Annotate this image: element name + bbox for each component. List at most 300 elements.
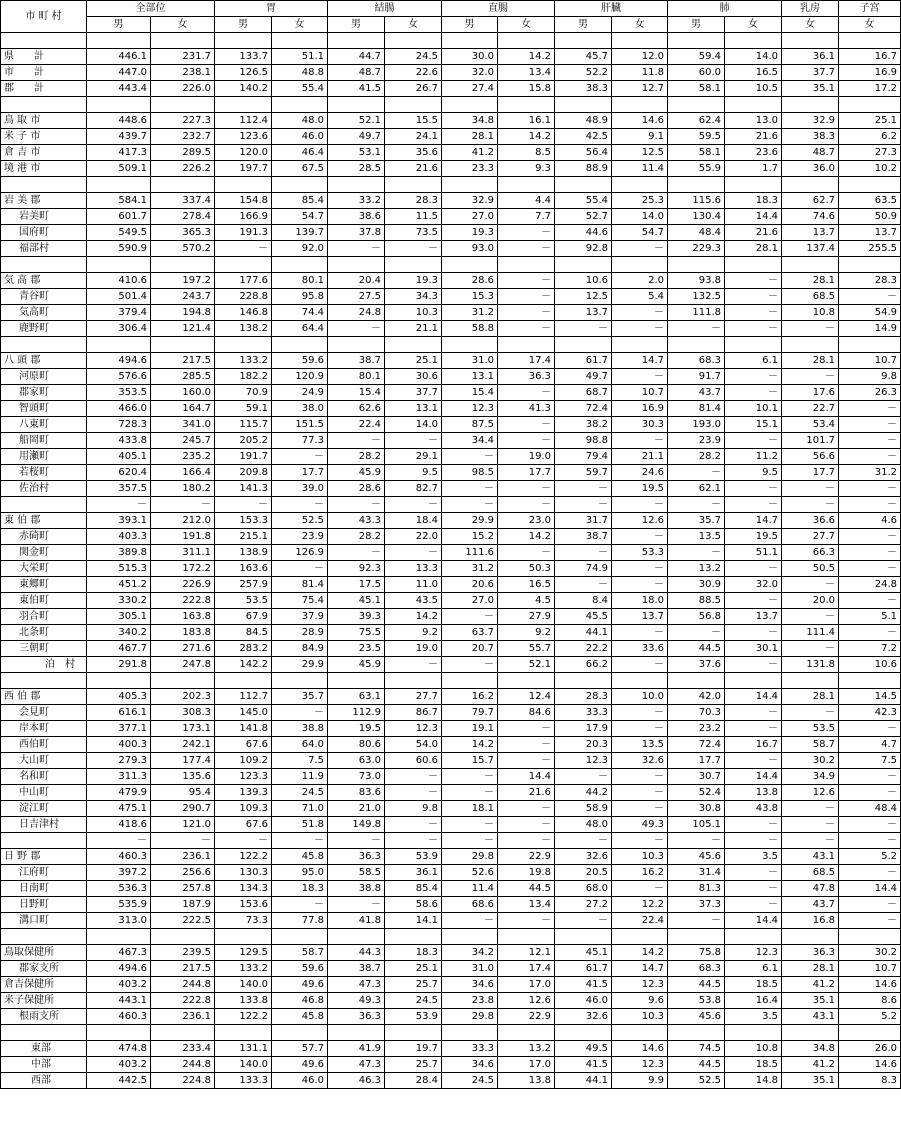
rate-cell: 115.7	[215, 417, 272, 433]
rate-cell: 52.1	[328, 113, 385, 129]
empty-cell	[215, 33, 272, 49]
empty-cell	[725, 929, 782, 945]
empty-cell	[725, 337, 782, 353]
empty-cell	[555, 1025, 612, 1041]
rate-cell: －	[328, 433, 385, 449]
header-row-sex	[1, 17, 901, 33]
rate-cell: 30.2	[839, 945, 901, 961]
rate-cell: －	[385, 545, 442, 561]
rate-cell: 180.2	[151, 481, 215, 497]
rate-cell: 18.5	[725, 1057, 782, 1073]
table-row	[1, 81, 901, 97]
rate-cell: 451.2	[87, 577, 151, 593]
rate-cell: －	[498, 545, 555, 561]
rate-cell: 9.9	[612, 1073, 668, 1089]
rate-cell: 46.0	[272, 129, 328, 145]
rate-cell: 38.7	[328, 353, 385, 369]
rate-cell: 46.0	[272, 1073, 328, 1089]
rate-cell: 101.7	[782, 433, 839, 449]
empty-cell	[385, 97, 442, 113]
rate-cell: 138.2	[215, 321, 272, 337]
rate-cell: 45.9	[328, 657, 385, 673]
rate-cell: 14.4	[725, 689, 782, 705]
rate-cell: 75.5	[328, 625, 385, 641]
table-row	[1, 161, 901, 177]
rate-cell: 191.3	[215, 225, 272, 241]
rate-cell: 10.7	[612, 385, 668, 401]
empty-cell	[385, 337, 442, 353]
rate-cell: 131.1	[215, 1041, 272, 1057]
rate-cell: －	[385, 833, 442, 849]
rate-cell: －	[725, 897, 782, 913]
sex-header: 女	[839, 17, 901, 33]
empty-cell	[725, 177, 782, 193]
municipality-name: 大栄町	[1, 561, 87, 577]
rate-cell: －	[612, 305, 668, 321]
rate-cell: 22.0	[385, 529, 442, 545]
rate-cell: 84.6	[498, 705, 555, 721]
empty-cell	[1, 97, 87, 113]
rate-cell: 33.3	[442, 1041, 498, 1057]
rate-cell: －	[725, 881, 782, 897]
rate-cell: 44.5	[668, 641, 725, 657]
rate-cell: 45.9	[328, 465, 385, 481]
table-row	[1, 993, 901, 1009]
empty-cell	[442, 257, 498, 273]
rate-cell: －	[612, 785, 668, 801]
rate-cell: 44.5	[668, 1057, 725, 1073]
rate-cell: 20.6	[442, 577, 498, 593]
rate-cell: 154.8	[215, 193, 272, 209]
rate-cell: 95.8	[272, 289, 328, 305]
rate-cell: 133.3	[215, 1073, 272, 1089]
rate-cell: 68.0	[555, 881, 612, 897]
rate-cell: －	[725, 433, 782, 449]
empty-cell	[87, 177, 151, 193]
rate-cell: －	[782, 833, 839, 849]
rate-cell: 243.7	[151, 289, 215, 305]
rate-cell: －	[498, 737, 555, 753]
municipality-name: 郡家支所	[1, 961, 87, 977]
rate-cell: 146.8	[215, 305, 272, 321]
rate-cell: 177.4	[151, 753, 215, 769]
rate-cell: 12.0	[612, 49, 668, 65]
rate-cell: 68.6	[442, 897, 498, 913]
rate-cell: 17.2	[839, 81, 901, 97]
rate-cell: －	[612, 369, 668, 385]
rate-cell: 12.7	[612, 81, 668, 97]
rate-cell: 14.7	[612, 353, 668, 369]
rate-cell: －	[498, 321, 555, 337]
municipality-name: 船岡町	[1, 433, 87, 449]
rate-cell: 400.3	[87, 737, 151, 753]
rate-cell: 25.1	[839, 113, 901, 129]
rate-cell: 18.3	[272, 881, 328, 897]
rate-cell: 8.6	[839, 993, 901, 1009]
rate-cell: 443.4	[87, 81, 151, 97]
municipality-name: 米子保健所	[1, 993, 87, 1009]
rate-cell: 222.5	[151, 913, 215, 929]
rate-cell: 80.1	[328, 369, 385, 385]
rate-cell: 17.5	[328, 577, 385, 593]
rate-cell: 17.4	[498, 961, 555, 977]
empty-cell	[385, 33, 442, 49]
rate-cell: 62.6	[328, 401, 385, 417]
rate-cell: 42.0	[668, 689, 725, 705]
rate-cell: 15.1	[725, 417, 782, 433]
table-row	[1, 417, 901, 433]
empty-cell	[839, 257, 901, 273]
rate-cell: 95.0	[272, 865, 328, 881]
rate-cell: －	[555, 769, 612, 785]
table-row	[1, 513, 901, 529]
rate-cell: －	[839, 865, 901, 881]
rate-cell: 19.5	[328, 721, 385, 737]
rate-cell: 4.6	[839, 513, 901, 529]
rate-cell: 61.7	[555, 353, 612, 369]
rate-cell: 68.7	[555, 385, 612, 401]
rate-cell: 14.4	[839, 881, 901, 897]
rate-cell: 22.4	[328, 417, 385, 433]
rate-cell: 19.3	[442, 225, 498, 241]
empty-cell	[839, 1025, 901, 1041]
empty-cell	[272, 1025, 328, 1041]
table-row	[1, 433, 901, 449]
empty-cell	[87, 97, 151, 113]
rate-cell: 139.3	[215, 785, 272, 801]
rate-cell: 77.8	[272, 913, 328, 929]
rate-cell: 7.5	[272, 753, 328, 769]
rate-cell: 447.0	[87, 65, 151, 81]
table-row	[1, 641, 901, 657]
rate-cell: －	[839, 593, 901, 609]
empty-cell	[1, 177, 87, 193]
table-row	[1, 769, 901, 785]
municipality-name: 羽合町	[1, 609, 87, 625]
rate-cell: 130.3	[215, 865, 272, 881]
rate-cell: 35.7	[272, 689, 328, 705]
empty-cell	[612, 97, 668, 113]
rate-cell: 467.3	[87, 945, 151, 961]
rate-cell: 92.0	[272, 241, 328, 257]
rate-cell: 34.6	[442, 977, 498, 993]
empty-cell	[272, 97, 328, 113]
rate-cell: 172.2	[151, 561, 215, 577]
municipality-name: 名和町	[1, 769, 87, 785]
rate-cell: 44.1	[555, 625, 612, 641]
rate-cell: 6.1	[725, 961, 782, 977]
rate-cell: 14.7	[725, 513, 782, 529]
rate-cell: 44.6	[555, 225, 612, 241]
rate-cell: 122.2	[215, 1009, 272, 1025]
rate-cell: 337.4	[151, 193, 215, 209]
rate-cell: 18.0	[612, 593, 668, 609]
empty-cell	[215, 929, 272, 945]
municipality-name: 江府町	[1, 865, 87, 881]
rate-cell: 52.7	[555, 209, 612, 225]
municipality-name: 鳥 取 市	[1, 113, 87, 129]
empty-cell	[668, 929, 725, 945]
rate-cell: －	[839, 449, 901, 465]
rate-cell: 115.6	[668, 193, 725, 209]
rate-cell: 41.5	[555, 1057, 612, 1073]
rate-cell: 49.3	[612, 817, 668, 833]
rate-cell: 45.8	[272, 849, 328, 865]
rate-cell: 38.6	[328, 209, 385, 225]
rate-cell: 26.0	[839, 1041, 901, 1057]
rate-cell: 10.3	[612, 1009, 668, 1025]
rate-cell: 77.3	[272, 433, 328, 449]
rate-cell: 21.1	[385, 321, 442, 337]
rate-cell: 41.5	[328, 81, 385, 97]
rate-cell: 48.7	[782, 145, 839, 161]
table-row	[1, 481, 901, 497]
empty-cell	[612, 673, 668, 689]
rate-cell: 5.2	[839, 849, 901, 865]
rate-cell: 31.2	[839, 465, 901, 481]
table-row	[1, 817, 901, 833]
rate-cell: 244.8	[151, 1057, 215, 1073]
rate-cell: 36.1	[385, 865, 442, 881]
rate-cell: －	[612, 657, 668, 673]
municipality-name: 倉吉保健所	[1, 977, 87, 993]
rate-cell: 140.2	[215, 81, 272, 97]
rate-cell: －	[782, 481, 839, 497]
rate-cell: 31.4	[668, 865, 725, 881]
rate-cell: 27.4	[442, 81, 498, 97]
rate-cell: 51.1	[725, 545, 782, 561]
rate-cell: －	[442, 833, 498, 849]
table-row	[1, 657, 901, 673]
rate-cell: 28.6	[328, 481, 385, 497]
empty-cell	[1, 257, 87, 273]
rate-cell: 28.3	[555, 689, 612, 705]
rate-cell: 160.0	[151, 385, 215, 401]
rate-cell: 48.0	[555, 817, 612, 833]
rate-cell: －	[612, 721, 668, 737]
table-row	[1, 737, 901, 753]
group-header-liver: 肝臓	[555, 1, 668, 17]
rate-cell: 446.1	[87, 49, 151, 65]
empty-cell	[215, 673, 272, 689]
rate-cell: 47.8	[782, 881, 839, 897]
empty-cell	[782, 33, 839, 49]
municipality-name: 岸本町	[1, 721, 87, 737]
rate-cell: 35.1	[782, 1073, 839, 1089]
rate-cell: 45.1	[328, 593, 385, 609]
rate-cell: 30.0	[442, 49, 498, 65]
rate-cell: 305.1	[87, 609, 151, 625]
rate-cell: 191.7	[215, 449, 272, 465]
municipality-name: 県 計	[1, 49, 87, 65]
rate-cell: －	[782, 817, 839, 833]
empty-cell	[272, 33, 328, 49]
rate-cell: 123.3	[215, 769, 272, 785]
rate-cell: －	[839, 289, 901, 305]
empty-cell	[1, 337, 87, 353]
rate-cell: 126.9	[272, 545, 328, 561]
rate-cell: －	[215, 497, 272, 513]
rate-cell: 48.4	[839, 801, 901, 817]
rate-cell: 15.4	[442, 385, 498, 401]
rate-cell: 31.0	[442, 961, 498, 977]
rate-cell: 72.4	[555, 401, 612, 417]
rate-cell: 56.8	[668, 609, 725, 625]
rate-cell: 36.1	[782, 49, 839, 65]
rate-cell: －	[328, 241, 385, 257]
rate-cell: －	[612, 801, 668, 817]
rate-cell: 226.9	[151, 577, 215, 593]
rate-cell: 30.8	[668, 801, 725, 817]
rate-cell: 23.2	[668, 721, 725, 737]
rate-cell: 32.6	[555, 1009, 612, 1025]
rate-cell: 15.8	[498, 81, 555, 97]
rate-cell: 67.6	[215, 737, 272, 753]
table-row	[1, 193, 901, 209]
rate-cell: 45.8	[272, 1009, 328, 1025]
rate-cell: 245.7	[151, 433, 215, 449]
rate-cell: 51.1	[272, 49, 328, 65]
rate-cell: 27.0	[442, 209, 498, 225]
rate-cell: 63.5	[839, 193, 901, 209]
municipality-name: 市 計	[1, 65, 87, 81]
rate-cell: 18.3	[385, 945, 442, 961]
rate-cell: 87.5	[442, 417, 498, 433]
municipality-name: 鹿野町	[1, 321, 87, 337]
municipality-name: 三朝町	[1, 641, 87, 657]
empty-cell	[725, 673, 782, 689]
rate-cell: －	[612, 321, 668, 337]
rate-cell: 27.9	[498, 609, 555, 625]
rate-cell: 224.8	[151, 1073, 215, 1089]
rate-cell: －	[725, 625, 782, 641]
municipality-name: 気高町	[1, 305, 87, 321]
rate-cell: 11.2	[725, 449, 782, 465]
empty-cell	[555, 97, 612, 113]
rate-cell: 10.8	[782, 305, 839, 321]
rate-cell: 13.7	[839, 225, 901, 241]
sex-header: 男	[555, 17, 612, 33]
rate-cell: －	[612, 561, 668, 577]
rate-cell: 37.8	[328, 225, 385, 241]
rate-cell: 34.8	[782, 1041, 839, 1057]
rate-cell: 14.8	[725, 1073, 782, 1089]
rate-cell: 194.8	[151, 305, 215, 321]
rate-cell: －	[725, 385, 782, 401]
empty-cell	[385, 257, 442, 273]
rate-cell: 35.1	[782, 993, 839, 1009]
rate-cell: 22.7	[782, 401, 839, 417]
empty-cell	[782, 929, 839, 945]
rate-cell: 8.3	[839, 1073, 901, 1089]
municipality-name: 気 高 郡	[1, 273, 87, 289]
rate-cell: 16.7	[839, 49, 901, 65]
rate-cell: 163.6	[215, 561, 272, 577]
rate-cell: －	[442, 481, 498, 497]
rate-cell: 19.5	[725, 529, 782, 545]
rate-cell: －	[498, 497, 555, 513]
rate-cell: 24.8	[839, 577, 901, 593]
rate-cell: 18.3	[725, 193, 782, 209]
rate-cell: 34.4	[442, 433, 498, 449]
sex-header: 男	[87, 17, 151, 33]
rate-cell: 112.4	[215, 113, 272, 129]
rate-cell: 191.8	[151, 529, 215, 545]
rate-cell: 62.7	[782, 193, 839, 209]
rate-cell: 222.8	[151, 593, 215, 609]
empty-cell	[87, 257, 151, 273]
rate-cell: 22.6	[385, 65, 442, 81]
rate-cell: 62.4	[668, 113, 725, 129]
rate-cell: 34.6	[442, 1057, 498, 1073]
rate-cell: 448.6	[87, 113, 151, 129]
rate-cell: 36.0	[782, 161, 839, 177]
rate-cell: 66.3	[782, 545, 839, 561]
rate-cell: 9.2	[498, 625, 555, 641]
rate-cell: 83.6	[328, 785, 385, 801]
empty-cell	[668, 337, 725, 353]
rate-cell: －	[498, 721, 555, 737]
rate-cell: 49.7	[555, 369, 612, 385]
rate-cell: 13.7	[555, 305, 612, 321]
table-row	[1, 753, 901, 769]
rate-cell: 75.8	[668, 945, 725, 961]
rate-cell: 43.7	[668, 385, 725, 401]
rate-cell: 26.3	[839, 385, 901, 401]
rate-cell: 405.1	[87, 449, 151, 465]
rate-cell: 17.6	[782, 385, 839, 401]
rate-cell: 15.5	[385, 113, 442, 129]
municipality-name: 溝口町	[1, 913, 87, 929]
municipality-name: 北条町	[1, 625, 87, 641]
rate-cell: 53.3	[612, 545, 668, 561]
rate-cell: 55.7	[498, 641, 555, 657]
header-row-groups	[1, 1, 901, 17]
rate-cell: 15.2	[442, 529, 498, 545]
rate-cell: 58.8	[442, 321, 498, 337]
rate-cell: 131.8	[782, 657, 839, 673]
municipality-name: 日野町	[1, 897, 87, 913]
rate-cell: 20.5	[555, 865, 612, 881]
rate-cell: 166.9	[215, 209, 272, 225]
rate-cell: 182.2	[215, 369, 272, 385]
rate-cell: －	[498, 289, 555, 305]
rate-cell: 47.3	[328, 977, 385, 993]
rate-cell: 217.5	[151, 353, 215, 369]
empty-cell	[328, 1025, 385, 1041]
empty-cell	[385, 177, 442, 193]
rate-cell: 135.6	[151, 769, 215, 785]
rate-cell: 16.2	[612, 865, 668, 881]
table-row	[1, 961, 901, 977]
empty-cell	[1, 929, 87, 945]
rate-cell: 55.4	[555, 193, 612, 209]
rate-cell: 63.1	[328, 689, 385, 705]
empty-cell	[725, 1025, 782, 1041]
empty-cell	[1, 33, 87, 49]
rate-cell: 151.5	[272, 417, 328, 433]
rate-cell: 93.8	[668, 273, 725, 289]
table-row	[1, 401, 901, 417]
rate-cell: －	[612, 577, 668, 593]
empty-cell	[668, 673, 725, 689]
rate-cell: 18.1	[442, 801, 498, 817]
rate-cell: 6.2	[839, 129, 901, 145]
rate-cell: 140.0	[215, 1057, 272, 1073]
rate-cell: 21.6	[725, 225, 782, 241]
rate-cell: 10.0	[612, 689, 668, 705]
empty-cell	[668, 257, 725, 273]
